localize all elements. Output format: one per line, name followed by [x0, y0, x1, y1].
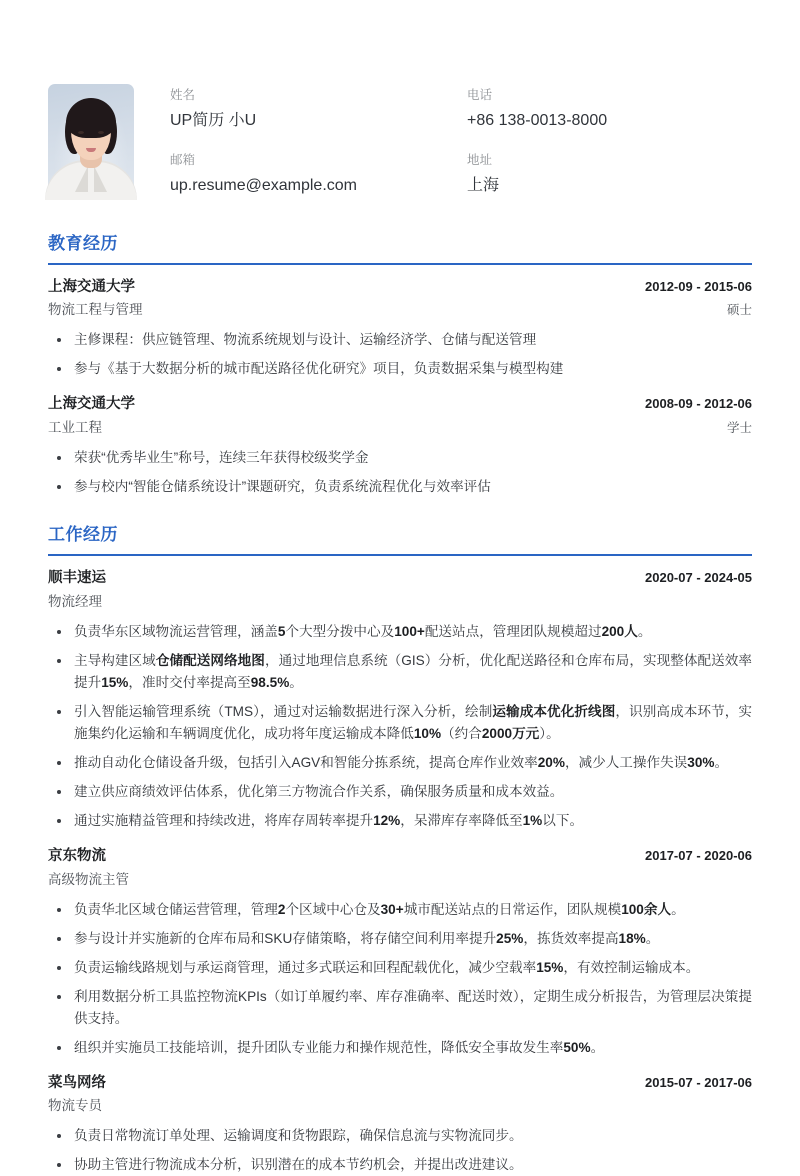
portrait-eye-right [98, 131, 104, 134]
entry-date-range: 2012-09 - 2015-06 [645, 278, 752, 294]
portrait-collar-right [94, 166, 107, 192]
entry-header [48, 394, 752, 416]
entry-organization: 京东物流 [48, 847, 106, 864]
entry-role: 物流专员 [48, 1098, 102, 1114]
entry [48, 846, 752, 1059]
entry-date-range: 2008-09 - 2012-06 [645, 396, 752, 412]
field-label: 姓名 [170, 88, 196, 102]
bullet-item: 负责运输线路规划与承运商管理，通过多式联运和回程配载优化，减少空载率15%，有效控制运输成本。 [48, 957, 752, 979]
profile-photo [48, 84, 134, 192]
resume-header [48, 0, 752, 207]
bullet-item: 组织并实施员工技能培训，提升团队专业能力和操作规范性，降低安全事故发生率50%。 [48, 1037, 752, 1059]
entry-role: 高级物流主管 [48, 871, 129, 887]
bullet-item: 负责华北区域仓储运营管理，管理2个区域中心仓及30+城市配送站点的日常运作，团队规模100余人。 [48, 899, 752, 921]
section-divider [48, 554, 752, 556]
field-value: 上海 [467, 177, 500, 195]
field-label: 邮箱 [170, 153, 196, 168]
entry-organization: 上海交通大学 [48, 396, 135, 413]
entry-header [48, 568, 752, 590]
entry-subheader [48, 1096, 752, 1117]
entry-organization: 上海交通大学 [48, 278, 135, 295]
entry-bullet-list [48, 899, 752, 1059]
entry-organization: 顺丰速运 [48, 570, 106, 587]
section-title: 教育经历 [48, 233, 118, 253]
portrait-collar-left [75, 166, 88, 192]
entry [48, 1073, 752, 1176]
contact-field-phone [467, 86, 752, 131]
bullet-item: 主修课程：供应链管理、物流系统规划与设计、运输经济学、仓储与配送管理 [48, 329, 752, 351]
entry-degree: 硕士 [726, 303, 752, 318]
section-education [48, 229, 752, 498]
entry-header [48, 277, 752, 299]
entry-role: 物流经理 [48, 593, 102, 609]
bullet-item: 通过实施精益管理和持续改进，将库存周转率提升12%，呆滞库存率降低至1%以下。 [48, 810, 752, 832]
field-value: +86 138-0013-8000 [467, 111, 608, 129]
entry-organization: 菜鸟网络 [48, 1074, 106, 1091]
entry-date-range: 2015-07 - 2017-06 [645, 1074, 752, 1090]
contact-field-address [467, 151, 752, 196]
entry [48, 277, 752, 381]
bullet-item: 引入智能运输管理系统（TMS），通过对运输数据进行深入分析，绘制运输成本优化折线图，识别高成本环节，实施集约化运输和车辆调度优化，成功将年度运输成本降低10%（约合2000万元）。 [48, 701, 752, 745]
contact-field-name [170, 86, 455, 131]
entry-subheader [48, 870, 752, 891]
entry [48, 568, 752, 832]
field-value: up.resume@example.com [170, 177, 357, 195]
entry-subheader [48, 418, 752, 439]
contact-field-email [170, 151, 455, 196]
portrait-eye-left [78, 131, 84, 134]
field-value: UP简历 小U [170, 111, 257, 129]
entry-header [48, 846, 752, 868]
bullet-item: 参与校内“智能仓储系统设计”课题研究，负责系统流程优化与效率评估 [48, 476, 752, 498]
contact-fields [170, 84, 752, 197]
bullet-item: 主导构建区域仓储配送网络地图，通过地理信息系统（GIS）分析，优化配送路径和仓库布局，实现整体配送效率提升15%，准时交付率提高至98.5%。 [48, 650, 752, 694]
entry-role: 工业工程 [48, 420, 102, 436]
entry-role: 物流工程与管理 [48, 302, 143, 318]
field-label: 地址 [467, 153, 493, 168]
entry-date-range: 2017-07 - 2020-06 [645, 847, 752, 863]
bullet-item: 建立供应商绩效评估体系，优化第三方物流合作关系，确保服务质量和成本效益。 [48, 781, 752, 803]
entry [48, 394, 752, 498]
bullet-item: 参与设计并实施新的仓库布局和SKU存储策略，将存储空间利用率提升25%，拣货效率提高18%。 [48, 928, 752, 950]
bullet-item: 荣获“优秀毕业生”称号，连续三年获得校级奖学金 [48, 447, 752, 469]
bullet-item: 参与《基于大数据分析的城市配送路径优化研究》项目，负责数据采集与模型构建 [48, 358, 752, 380]
entry-bullet-list [48, 447, 752, 498]
entry-bullet-list [48, 329, 752, 380]
bullet-item: 协助主管进行物流成本分析，识别潜在的成本节约机会，并提出改进建议。 [48, 1154, 752, 1176]
bullet-item: 负责华东区域物流运营管理，涵盖5个大型分拨中心及100+配送站点，管理团队规模超过200人。 [48, 621, 752, 643]
section-divider [48, 263, 752, 265]
entry-date-range: 2020-07 - 2024-05 [645, 570, 752, 586]
entry-bullet-list [48, 1125, 752, 1176]
entry-header [48, 1073, 752, 1095]
entry-degree: 学士 [726, 421, 752, 436]
section-title: 工作经历 [48, 525, 118, 545]
photo-container [48, 84, 134, 192]
bullet-item: 推动自动化仓储设备升级，包括引入AGV和智能分拣系统，提高仓库作业效率20%，减少人工操作失误30%。 [48, 752, 752, 774]
section-work [48, 520, 752, 1176]
entry-bullet-list [48, 621, 752, 832]
field-label: 电话 [467, 88, 493, 102]
resume-sections [48, 229, 752, 1176]
entry-subheader [48, 592, 752, 613]
entry-subheader [48, 300, 752, 321]
bullet-item: 负责日常物流订单处理、运输调度和货物跟踪，确保信息流与实物流同步。 [48, 1125, 752, 1147]
bullet-item: 利用数据分析工具监控物流KPIs（如订单履约率、库存准确率、配送时效），定期生成分析报告，为管理层决策提供支持。 [48, 986, 752, 1030]
